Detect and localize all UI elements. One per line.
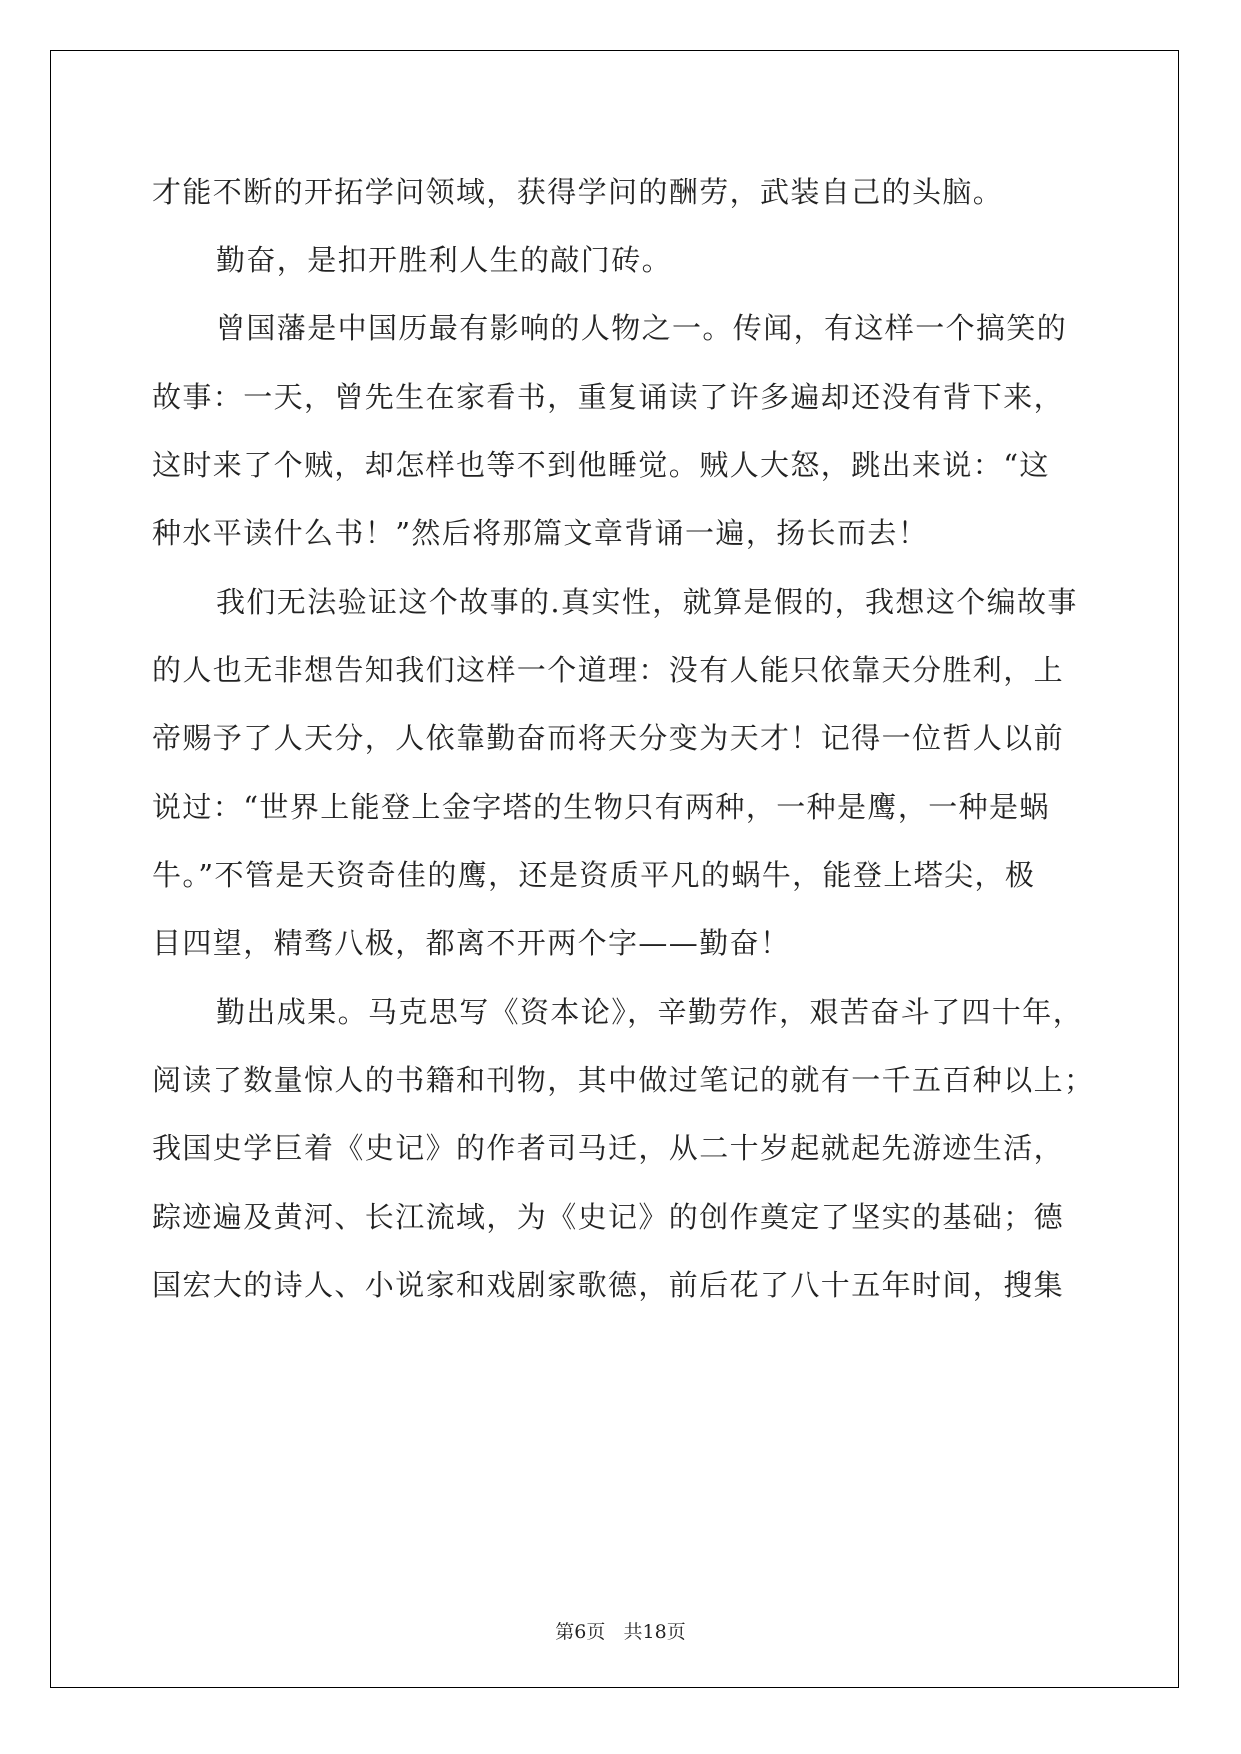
- text-line: 国宏大的诗人、小说家和戏剧家歌德，前后花了八十五年时间，搜集: [152, 1268, 1065, 1302]
- page-total-count: 18: [642, 1621, 667, 1643]
- text-line: 说过：“世界上能登上金字塔的生物只有两种，一种是鹰，一种是蜗: [152, 790, 1050, 824]
- text-line: 曾国藩是中国历最有影响的人物之一。传闻，有这样一个搞笑的: [216, 311, 1068, 345]
- text-line: 这时来了个贼，却怎样也等不到他睡觉。贼人大怒，跳出来说：“这: [152, 448, 1050, 482]
- text-line: 故事：一天，曾先生在家看书，重复诵读了许多遍却还没有背下来，: [152, 380, 1065, 414]
- text-line: 我们无法验证这个故事的.真实性，就算是假的，我想这个编故事: [216, 585, 1078, 619]
- text-line: 我国史学巨着《史记》的作者司马迁，从二十岁起就起先游迹生活，: [152, 1131, 1065, 1165]
- text-line: 帝赐予了人天分，人依靠勤奋而将天分变为天才！记得一位哲人以前: [152, 721, 1065, 755]
- text-line: 踪迹遍及黄河、长江流域，为《史记》的创作奠定了坚实的基础；德: [152, 1200, 1065, 1234]
- text-line: 种水平读什么书！”然后将那篇文章背诵一遍，扬长而去！: [152, 516, 929, 550]
- page-total-suffix: 页: [666, 1621, 686, 1643]
- text-line: 才能不断的开拓学问领域，获得学问的酬劳，武装自己的头脑。: [152, 175, 1004, 209]
- text-line: 阅读了数量惊人的书籍和刊物，其中做过笔记的就有一千五百种以上；: [152, 1063, 1095, 1097]
- page-number-current: 6: [574, 1621, 587, 1643]
- page-footer: [0, 1617, 1241, 1644]
- text-line: 目四望，精骛八极，都离不开两个字——勤奋！: [152, 926, 791, 960]
- text-line: 的人也无非想告知我们这样一个道理：没有人能只依靠天分胜利，上: [152, 653, 1065, 687]
- page-number-suffix: 页: [586, 1621, 606, 1643]
- text-line: 牛。”不管是天资奇佳的鹰，还是资质平凡的蜗牛，能登上塔尖，极: [152, 858, 1036, 892]
- page-total-prefix: 共: [623, 1621, 643, 1643]
- text-line: 勤出成果。马克思写《资本论》，辛勤劳作，艰苦奋斗了四十年，: [216, 995, 1084, 1029]
- page-number-prefix: 第: [555, 1621, 575, 1643]
- text-line: 勤奋，是扣开胜利人生的敲门砖。: [216, 243, 673, 277]
